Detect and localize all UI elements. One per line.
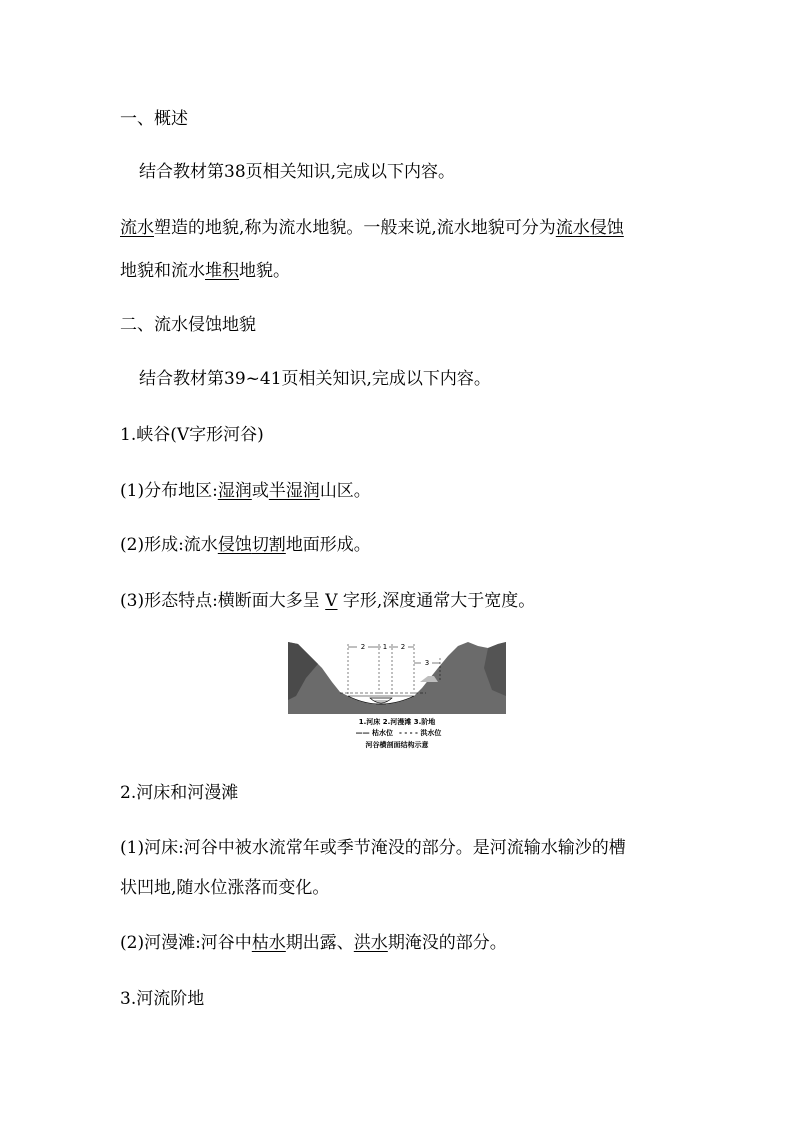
overview-intro: 结合教材第38页相关知识,完成以下内容。 — [139, 162, 456, 182]
blank-answer: 侵蚀 — [217, 535, 252, 555]
blank-answer: 半湿润 — [268, 481, 320, 501]
river-valley-cross-section-figure — [288, 638, 506, 756]
section-heading-erosion: 二、流水侵蚀地貌 — [120, 315, 256, 335]
dim-label: 2 — [360, 643, 366, 651]
blank-answer: 切割 — [251, 535, 286, 555]
blank-answer: V — [325, 591, 338, 611]
overview-paragraph-line-2: 地貌和流水堆积地貌。 — [120, 261, 290, 281]
section-heading-overview: 一、概述 — [120, 109, 188, 129]
blank-answer: 枯水 — [251, 933, 286, 953]
blank-answer: 洪水 — [353, 933, 388, 953]
figure-legend-dry: —— 枯水位 — [355, 729, 393, 737]
item-2-riverbed-line-1: (1)河床:河谷中被水流常年或季节淹没的部分。是河流输水输沙的槽 — [120, 838, 626, 858]
blank-answer: 堆积 — [205, 261, 239, 281]
valley-rock — [288, 642, 506, 714]
figure-legend-flood: - - - - 洪水位 — [399, 729, 442, 737]
blank-answer: 流水 — [555, 218, 590, 238]
blank-answer: 湿润 — [217, 481, 252, 501]
item-1-formation: (2)形成:流水侵蚀切割地面形成。 — [120, 535, 371, 555]
item-3-title: 3.河流阶地 — [120, 989, 205, 1009]
dim-label: 3 — [424, 659, 430, 667]
figure-caption: 河谷横剖面结构示意 — [365, 741, 429, 749]
dim-label: 2 — [400, 643, 406, 651]
overview-paragraph-line-1: 流水塑造的地貌,称为流水地貌。一般来说,流水地貌可分为流水侵蚀 — [120, 218, 624, 238]
figure-legend-1: 1.河床 2.河漫滩 3.阶地 — [358, 718, 436, 726]
item-1-distribution: (1)分布地区:湿润或半湿润山区。 — [120, 481, 371, 501]
item-2-title: 2.河床和河漫滩 — [120, 783, 239, 803]
blank-answer: 流水 — [120, 218, 154, 238]
dim-label: 1 — [382, 643, 388, 651]
erosion-intro: 结合教材第39~41页相关知识,完成以下内容。 — [139, 369, 491, 389]
item-1-shape: (3)形态特点:横断面大多呈 V 字形,深度通常大于宽度。 — [120, 591, 536, 611]
blank-answer: 侵蚀 — [589, 218, 624, 238]
item-1-title: 1.峡谷(V字形河谷) — [120, 425, 264, 445]
item-2-floodplain: (2)河漫滩:河谷中枯水期出露、洪水期淹没的部分。 — [120, 933, 507, 953]
item-2-riverbed-line-2: 状凹地,随水位涨落而变化。 — [120, 878, 330, 898]
